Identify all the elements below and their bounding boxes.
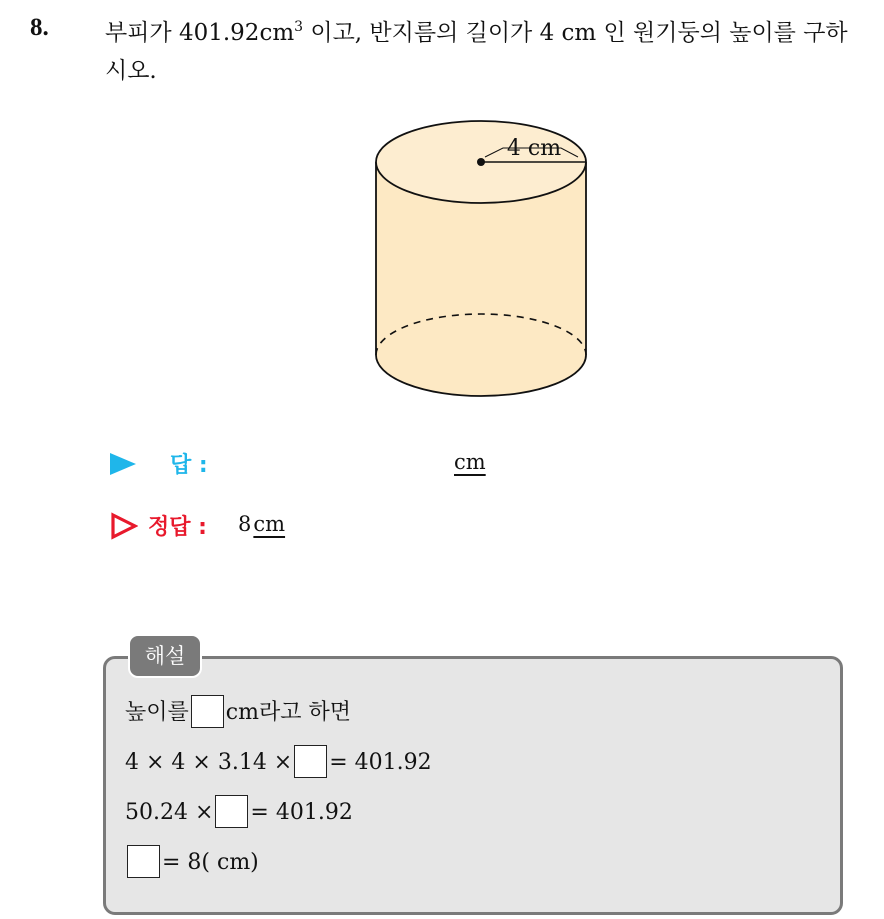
blank-box [191,695,224,728]
question-text-before: 부피가 401.92cm [105,20,295,46]
solution-line-4-after: = 8( cm) [162,850,259,875]
question-text-after: 이고, 반지름의 길이가 4 cm 인 원기둥의 높이를 구하시오. [105,20,848,84]
solution-line-2 [125,746,432,780]
solution-line-3 [125,796,353,830]
cylinder-bottom-front-arc [376,355,586,396]
correct-answer-label: 정답 : [148,515,207,540]
question-number: 8. [30,14,49,41]
solution-line-1-before: 높이를 [125,700,189,725]
blank-box [294,745,327,778]
answer-unit: cm [454,450,486,474]
answer-row [110,446,530,482]
question-text [105,14,865,90]
blank-box [127,845,160,878]
correct-answer-row [110,508,530,544]
solution-line-3-after: = 401.92 [250,800,353,825]
correct-answer-value-group [238,512,285,536]
cylinder-figure [365,115,597,407]
answer-triangle-icon [110,453,136,475]
correct-answer-value: 8 [238,512,252,536]
question-superscript: 3 [294,19,304,35]
solution-line-1-after: cm라고 하면 [225,700,351,725]
cylinder-diagram [365,115,597,407]
solution-line-4 [125,846,259,880]
solution-tab: 해설 [128,634,202,678]
answer-label: 답 : [170,453,208,478]
blank-box [215,795,248,828]
correct-answer-unit: cm [253,512,286,536]
solution-line-1 [125,696,351,730]
center-point [477,158,485,166]
radius-label: 4 cm [506,136,562,161]
correct-answer-triangle-icon [110,512,138,540]
solution-line-2-after: = 401.92 [329,750,432,775]
solution-line-3-before: 50.24 × [125,800,214,825]
solution-line-2-before: 4 × 4 × 3.14 × [125,750,293,775]
